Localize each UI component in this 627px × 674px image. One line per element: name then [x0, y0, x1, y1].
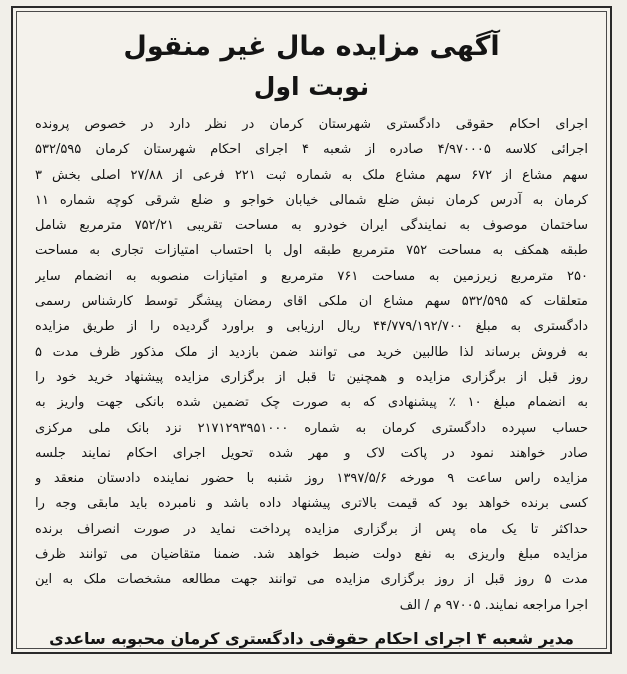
body-line: سهم مشاع از ۶۷۲ سهم مشاع ملک به شماره ثبت ۲۲۱ فرعی از ۲۷/۸۸ اصلی بخش ۳	[35, 167, 588, 183]
notice-subtitle: نوبت اول	[253, 72, 370, 101]
body-line: به فروش برساند لذا طالبین خرید می توانند ضمن بازدید از ملک مذکور ظرف مدت ۵	[35, 344, 588, 360]
body-line: حداکثر تا یک ماه پس از برگزاری مزایده پرداخت نماید در صورت انصراف برنده	[35, 521, 588, 537]
body-line: مزایده راس ساعت ۹ مورخه ۱۳۹۷/۵/۶ روز شنبه با حضور نماینده دادستان منعقد و	[35, 471, 588, 487]
body-line: روز قبل از برگزاری مزایده و همچنین تا قبل از برگزاری مزایده پیشنهاد خرید خود را	[35, 369, 588, 385]
body-line: مدت ۵ روز قبل از روز برگزاری مزایده می توانند جهت مطالعه مشخصات ملک به این	[35, 572, 588, 588]
body-line: دادگستری به مبلغ ۴۴/۷۷۹/۱۹۲/۷۰۰ ریال ارزیابی و براورد گردیده را از طریق مزایده	[35, 319, 588, 335]
notice-body	[35, 112, 588, 618]
notice-title: آگهی مزایده مال غیر منقول	[123, 31, 500, 62]
body-line: اجرائی کلاسه ۴/۹۷۰۰۰۵ صادره از شعبه ۴ اجرای احکام شهرستان کرمان ۵۳۲/۵۹۵	[35, 142, 588, 158]
signature-line: مدیر شعبه ۴ اجرای احکام حقوقی دادگستری کرمان محبوبه ساعدی	[49, 629, 574, 648]
body-line: متعلقات که ۵۳۲/۵۹۵ سهم مشاع ان ملکی اقای رمضان پیشگر توسط کارشناس رسمی	[35, 294, 588, 310]
body-line: ساختمان موصوف به نمایندگی ایران خودرو به مساحت تقریبی ۷۵۲/۲۱ مترمربع شامل	[35, 218, 588, 234]
body-line-last: اجرا مراجعه نمایند. ۹۷۰۰۵ م / الف	[399, 597, 588, 613]
body-line: مزایده مبلغ واریزی به نفع دولت ضبط خواهد شد. ضمنا متقاضیان می توانند ظرف	[35, 547, 588, 563]
body-line: صادر خواهند نمود در پاکت لاک و مهر شده تحویل اجرای احکام نمایند جلسه	[35, 445, 588, 461]
body-line: به انضمام مبلغ ۱۰ ٪ پیشنهادی که به صورت چک تضمین شده بانکی جهت واریز به	[35, 395, 588, 411]
body-line: کسی برنده خواهد بود که قیمت بالاتری پیشنهاد داده باشد و نامبرده باید مابقی وجه را	[35, 496, 588, 512]
body-line: طبقه همکف به مساحت ۷۵۲ مترمربع طبقه اول با احتساب امتیازات تجاری به مساحت	[35, 243, 588, 259]
body-line: اجرای احکام حقوقی دادگستری شهرستان کرمان در نظر دارد در خصوص پرونده	[35, 117, 588, 132]
auction-notice	[11, 6, 612, 654]
body-line: کرمان به آدرس کرمان نبش ضلع شمالی خیابان خواجو و ضلع شرقی کوچه شماره ۱۱	[35, 192, 588, 208]
body-line: ۲۵۰ مترمربع زیرزمین به مساحت ۷۶۱ مترمربع و امتیازات منصوبه به انضمام سایر	[35, 268, 588, 284]
body-line: حساب سپرده دادگستری کرمان به شماره ۲۱۷۱۲۹۳۹۵۱۰۰۰ نزد بانک ملی مرکزی	[35, 420, 588, 436]
